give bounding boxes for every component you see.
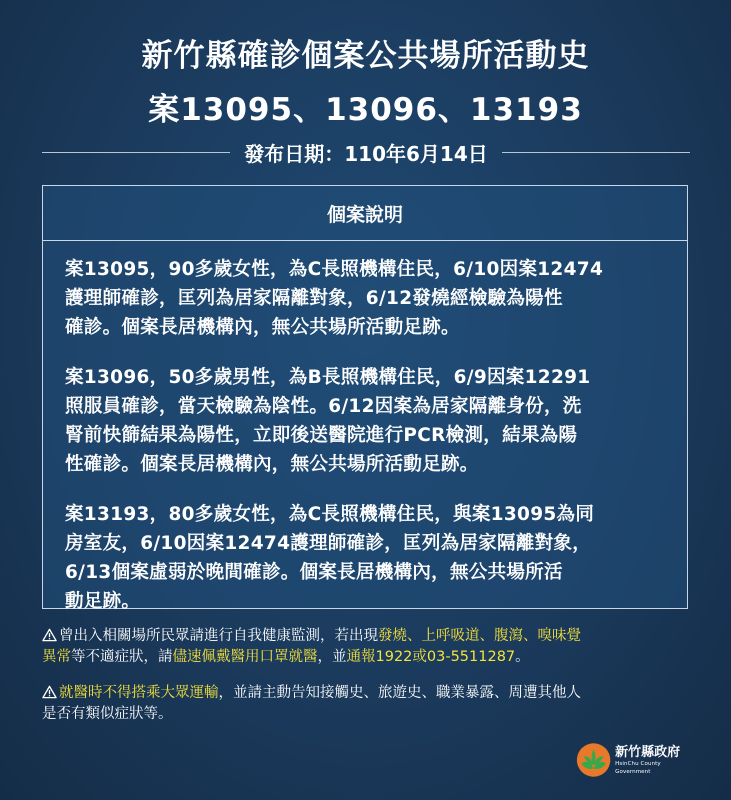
- page-title-line1: 新竹縣確診個案公共場所活動史: [141, 38, 590, 74]
- page-title-line2: 案13095、13096、13193: [148, 92, 583, 128]
- warning-icon: [42, 685, 57, 699]
- case-paragraph-13193: 案13193，80多歲女性，為C長照機構住民，與案13095為同 房室友，6/10因案12474護理師確診，匡列為居家隔離對象， 6/13個案虛弱於晚間確診。個案長居機構內，無公共場所活 動足跡。: [65, 504, 595, 612]
- case-paragraph-13096: 案13096，50多歲男性，為B長照機構住民，6/9因案12291 照服員確診，當天檢驗為陰性。6/12因案為居家隔離身份，洗 腎前快篩結果為陽性，立即後送醫院進行PCR檢測，結果為陽 性確診。個案長居機構內，無公共場所活動足跡。: [65, 367, 591, 475]
- case-description-box: [42, 185, 688, 612]
- divider-right: [502, 152, 690, 153]
- logo-name-cn: 新竹縣政府: [615, 744, 681, 760]
- logo-text: [615, 745, 696, 776]
- notice-transport: 就醫時不得搭乘大眾運輸，並請主動告知接觸史、旅遊史、職業暴露、周遭其他人 是否有類似症狀等。: [42, 685, 581, 722]
- publish-date: 發布日期：110年6月14日: [244, 141, 488, 166]
- case-box-body: [43, 241, 687, 616]
- warning-icon: [42, 628, 57, 642]
- divider-left: [42, 152, 230, 153]
- logo-name-en: HsinChu County Government: [615, 760, 661, 775]
- case-box-heading: 個案說明: [43, 186, 687, 241]
- publish-date-row: [42, 137, 690, 167]
- notice-health-monitoring: 曾出入相關場所民眾請進行自我健康監測，若出現發燒、上呼吸道、腹瀉、嗅味覺 異常等不適症狀，請儘速佩戴醫用口罩就醫，並通報1922或03-5511287。: [42, 628, 581, 665]
- county-emblem-icon: [576, 742, 611, 778]
- case-paragraph-13095: 案13095，90多歲女性，為C長照機構住民，6/10因案12474 護理師確診，匡列為居家隔離對象，6/12發燒經檢驗為陽性 確診。個案長居機構內，無公共場所活動足跡。: [65, 259, 604, 338]
- hsinchu-county-logo: [576, 738, 696, 782]
